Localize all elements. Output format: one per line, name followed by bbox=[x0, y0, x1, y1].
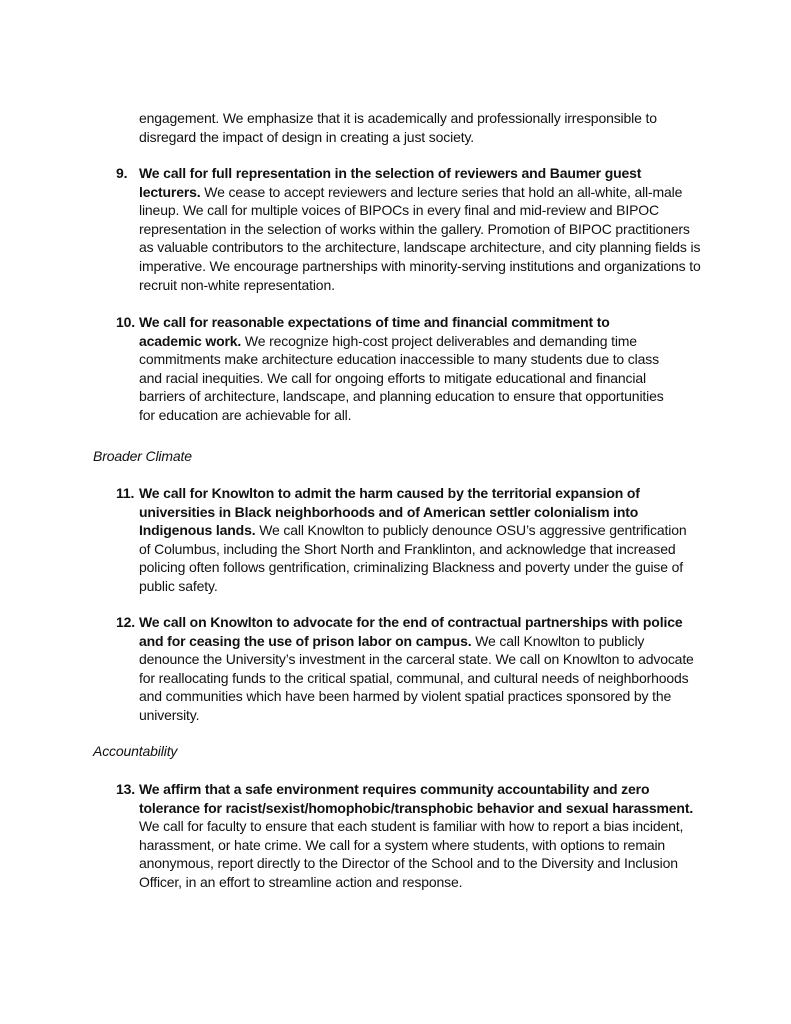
body-text: Officer, in an effort to streamline action and response. bbox=[139, 873, 463, 890]
list-item-11 bbox=[116, 484, 719, 596]
text-line bbox=[139, 799, 719, 818]
text-line bbox=[139, 873, 719, 892]
text-line bbox=[139, 632, 719, 651]
continuation-paragraph bbox=[139, 109, 719, 146]
text-line bbox=[139, 817, 719, 836]
item-number: 13. bbox=[116, 781, 136, 797]
text-line bbox=[139, 669, 719, 688]
text-line bbox=[139, 201, 719, 220]
text-line bbox=[139, 164, 719, 183]
text-line bbox=[139, 109, 719, 128]
text-line bbox=[139, 220, 719, 239]
item-number: 10. bbox=[116, 314, 136, 330]
text-line bbox=[139, 706, 719, 725]
bold-text: universities in Black neighborhoods and of American settler colonialism into bbox=[139, 503, 639, 520]
text-line bbox=[139, 183, 719, 202]
body-text: engagement. We emphasize that it is academically and professionally irresponsible to bbox=[139, 110, 657, 126]
text-line bbox=[139, 540, 719, 559]
bold-text: We call on Knowlton to advocate for the end of contractual partnerships with police bbox=[139, 614, 683, 630]
text-line bbox=[139, 257, 719, 276]
text-line bbox=[139, 276, 719, 295]
body-text: and racial inequities. We call for ongoing efforts to mitigate educational and financial bbox=[139, 369, 646, 386]
list-item-10 bbox=[116, 313, 719, 425]
body-text: denounce the University’s investment in the carceral state. We call on Knowlton to advocate bbox=[139, 651, 694, 668]
bold-text: We call for reasonable expectations of time and financial commitment to bbox=[139, 314, 610, 330]
text-line bbox=[139, 128, 719, 147]
bold-text: We call for Knowlton to admit the harm caused by the territorial expansion of bbox=[139, 485, 640, 501]
section-heading-accountability: Accountability bbox=[93, 743, 178, 759]
text-line bbox=[139, 854, 719, 873]
body-text: university. bbox=[139, 706, 200, 723]
text-line bbox=[139, 780, 719, 799]
text-line bbox=[139, 238, 719, 257]
body-text: disregard the impact of design in creating a just society. bbox=[139, 128, 474, 145]
bold-text: tolerance for racist/sexist/homophobic/transphobic behavior and sexual harassment. bbox=[139, 799, 694, 816]
list-item-12 bbox=[116, 613, 719, 725]
bold-text: and for ceasing the use of prison labor on campus. bbox=[139, 632, 472, 649]
text-line bbox=[139, 521, 719, 540]
body-text: We call Knowlton to publicly bbox=[471, 632, 645, 649]
text-line bbox=[139, 613, 719, 632]
bold-text: academic work. bbox=[139, 332, 242, 349]
body-text: public safety. bbox=[139, 577, 218, 594]
body-text: commitments make architecture education inaccessible to many students due to class bbox=[139, 351, 659, 368]
text-line bbox=[139, 503, 719, 522]
body-text: policing often follows gentrification, criminalizing Blackness and poverty under the guise of bbox=[139, 559, 684, 576]
text-line bbox=[139, 484, 719, 503]
bold-text: Indigenous lands. bbox=[139, 522, 256, 539]
text-line bbox=[139, 350, 719, 369]
body-text: anonymous, report directly to the Director of the School and to the Diversity and Inclusion bbox=[139, 855, 678, 872]
text-line bbox=[139, 687, 719, 706]
body-text: lineup. We call for multiple voices of BIPOCs in every final and mid-review and BIPOC bbox=[139, 202, 659, 219]
body-text: We call for faculty to ensure that each student is familiar with how to report a bias incident, bbox=[139, 818, 684, 835]
list-item-9 bbox=[116, 164, 719, 294]
body-text: We cease to accept reviewers and lecture series that hold an all-white, all-male bbox=[200, 183, 683, 200]
section-heading-broader-climate: Broader Climate bbox=[93, 448, 192, 464]
text-line bbox=[139, 577, 719, 596]
item-number: 12. bbox=[116, 614, 136, 630]
body-text: for education are achievable for all. bbox=[139, 406, 352, 423]
body-text: for reallocating funds to the critical spatial, communal, and cultural needs of neighborhoods bbox=[139, 669, 689, 686]
text-line bbox=[139, 387, 719, 406]
list-item-13 bbox=[116, 780, 719, 892]
body-text: as valuable contributors to the architecture, landscape architecture, and city planning fields is bbox=[139, 239, 701, 256]
item-number: 11. bbox=[116, 485, 135, 501]
text-line bbox=[139, 650, 719, 669]
text-line bbox=[139, 558, 719, 577]
body-text: imperative. We encourage partnerships with minority-serving institutions and organizations to bbox=[139, 257, 701, 274]
text-line bbox=[139, 836, 719, 855]
body-text: and communities which have been harmed by violent spatial practices sponsored by the bbox=[139, 688, 672, 705]
body-text: of Columbus, including the Short North and Franklinton, and acknowledge that increased bbox=[139, 540, 676, 557]
body-text: barriers of architecture, landscape, and planning education to ensure that opportunities bbox=[139, 388, 664, 405]
bold-text: We call for full representation in the selection of reviewers and Baumer guest bbox=[139, 165, 642, 181]
bold-text: We affirm that a safe environment requires community accountability and zero bbox=[139, 781, 650, 797]
text-line bbox=[139, 406, 719, 425]
body-text: harassment, or hate crime. We call for a system where students, with options to remain bbox=[139, 836, 666, 853]
text-line bbox=[139, 332, 719, 351]
body-text: We recognize high-cost project deliverables and demanding time bbox=[241, 332, 637, 349]
text-line bbox=[139, 369, 719, 388]
text-line bbox=[139, 313, 719, 332]
body-text: representation in the selection of works within the gallery. Promotion of BIPOC practitioners bbox=[139, 220, 690, 237]
item-number: 9. bbox=[116, 165, 128, 181]
body-text: We call Knowlton to publicly denounce OSU’s aggressive gentrification bbox=[255, 522, 687, 539]
body-text: recruit non-white representation. bbox=[139, 276, 335, 293]
bold-text: lecturers. bbox=[139, 183, 201, 200]
